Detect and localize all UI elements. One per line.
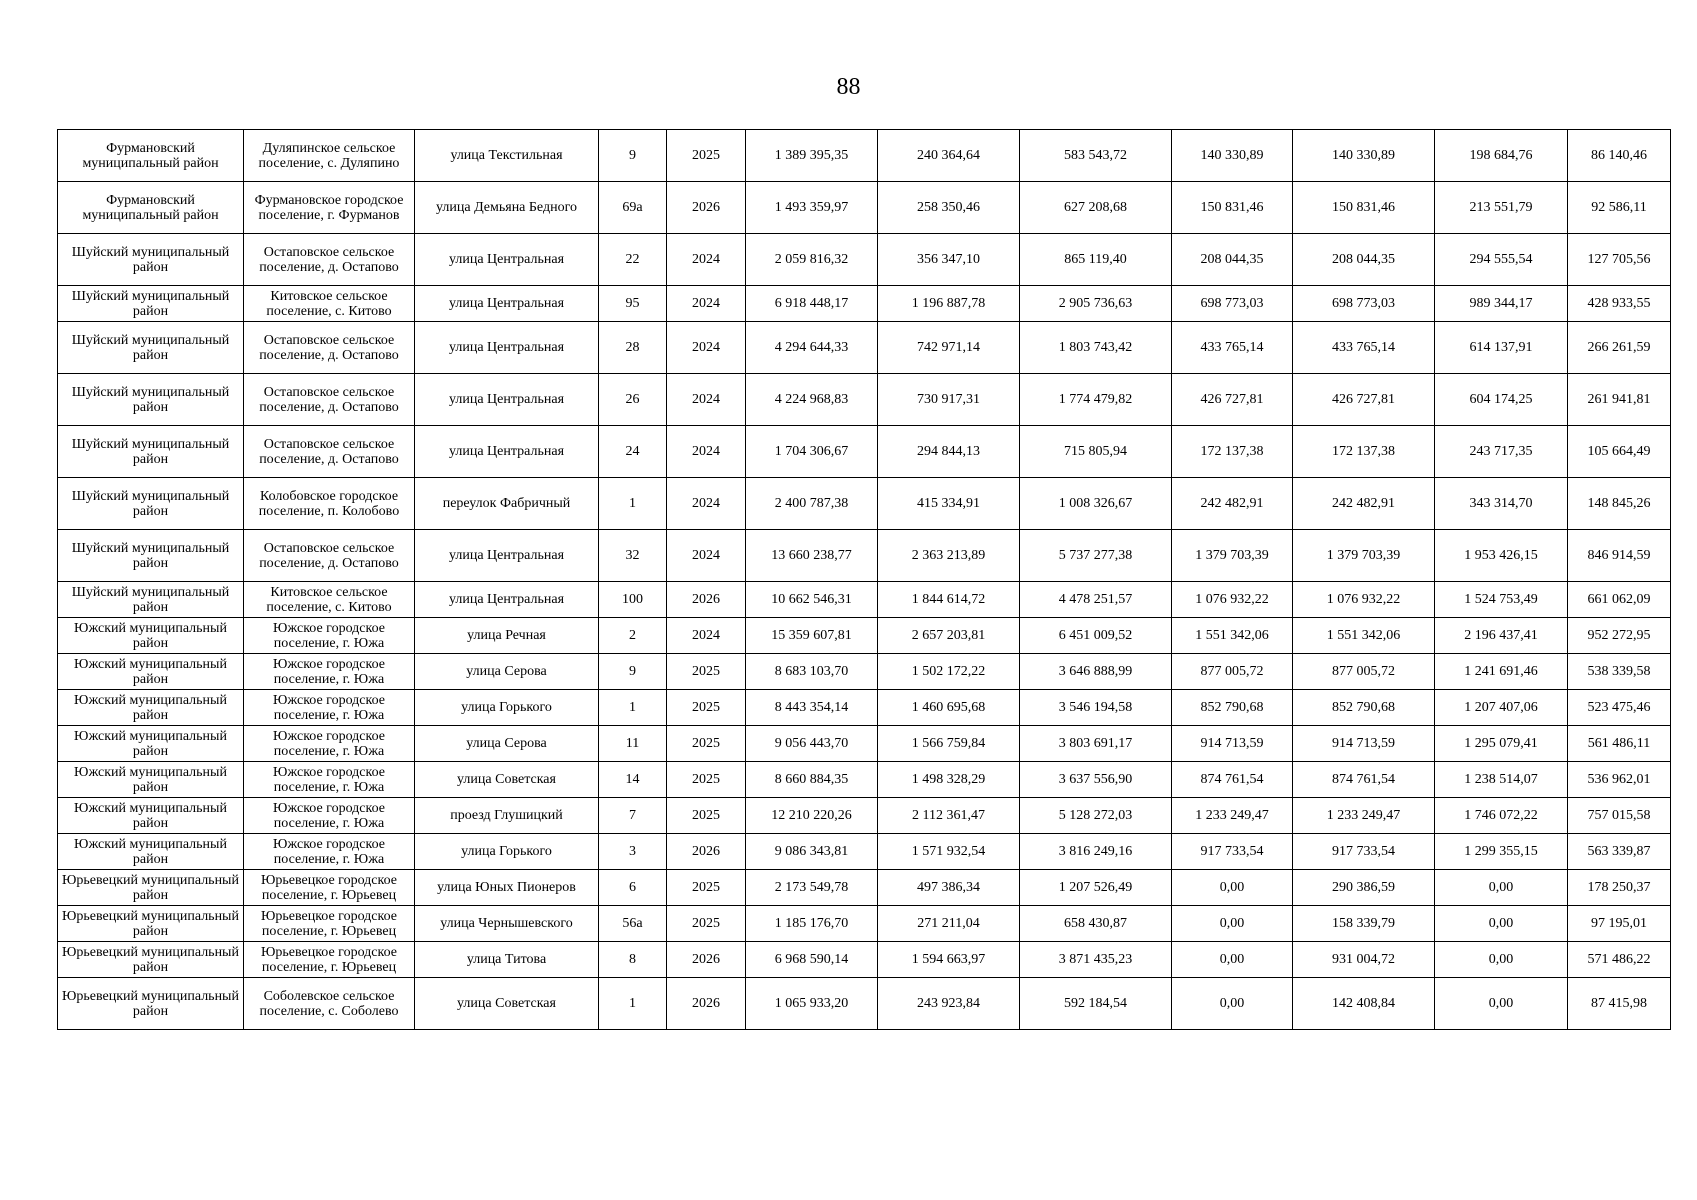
amount-cell: 426 727,81: [1172, 374, 1293, 426]
amount-cell: 8 443 354,14: [746, 690, 878, 726]
amount-cell: 914 713,59: [1172, 726, 1293, 762]
amount-cell: 2 905 736,63: [1020, 286, 1172, 322]
table-row: [58, 618, 1671, 654]
page-number: 88: [836, 74, 861, 100]
street-cell: улица Демьяна Бедного: [415, 182, 599, 234]
amount-cell: 140 330,89: [1172, 130, 1293, 182]
district-cell: Южский муниципальный район: [58, 834, 244, 870]
year-cell: 2024: [667, 374, 746, 426]
table-row: [58, 374, 1671, 426]
amount-cell: 1 196 887,78: [878, 286, 1020, 322]
district-cell: Шуйский муниципальный район: [58, 478, 244, 530]
settlement-cell: Китовское сельское поселение, с. Китово: [244, 286, 415, 322]
amount-cell: 877 005,72: [1172, 654, 1293, 690]
amount-cell: 3 803 691,17: [1020, 726, 1172, 762]
objects-table: [57, 129, 1671, 1030]
amount-cell: 917 733,54: [1172, 834, 1293, 870]
house-cell: 22: [599, 234, 667, 286]
amount-cell: 1 185 176,70: [746, 906, 878, 942]
street-cell: улица Серова: [415, 654, 599, 690]
street-cell: улица Юных Пионеров: [415, 870, 599, 906]
amount-cell: 2 657 203,81: [878, 618, 1020, 654]
house-cell: 8: [599, 942, 667, 978]
amount-cell: 715 805,94: [1020, 426, 1172, 478]
street-cell: улица Советская: [415, 978, 599, 1030]
amount-cell: 13 660 238,77: [746, 530, 878, 582]
house-cell: 11: [599, 726, 667, 762]
amount-cell: 865 119,40: [1020, 234, 1172, 286]
street-cell: улица Чернышевского: [415, 906, 599, 942]
amount-cell: 243 717,35: [1435, 426, 1568, 478]
year-cell: 2024: [667, 618, 746, 654]
settlement-cell: Южское городское поселение, г. Южа: [244, 690, 415, 726]
amount-cell: 178 250,37: [1568, 870, 1671, 906]
amount-cell: 6 451 009,52: [1020, 618, 1172, 654]
amount-cell: 1 524 753,49: [1435, 582, 1568, 618]
amount-cell: 2 400 787,38: [746, 478, 878, 530]
amount-cell: 874 761,54: [1293, 762, 1435, 798]
table-row: [58, 906, 1671, 942]
house-cell: 69а: [599, 182, 667, 234]
settlement-cell: Южское городское поселение, г. Южа: [244, 654, 415, 690]
amount-cell: 150 831,46: [1172, 182, 1293, 234]
year-cell: 2026: [667, 834, 746, 870]
amount-cell: 8 660 884,35: [746, 762, 878, 798]
amount-cell: 127 705,56: [1568, 234, 1671, 286]
amount-cell: 266 261,59: [1568, 322, 1671, 374]
district-cell: Юрьевецкий муниципальный район: [58, 942, 244, 978]
amount-cell: 415 334,91: [878, 478, 1020, 530]
amount-cell: 627 208,68: [1020, 182, 1172, 234]
district-cell: Шуйский муниципальный район: [58, 374, 244, 426]
amount-cell: 1 379 703,39: [1293, 530, 1435, 582]
amount-cell: 0,00: [1172, 906, 1293, 942]
amount-cell: 290 386,59: [1293, 870, 1435, 906]
amount-cell: 1 233 249,47: [1293, 798, 1435, 834]
street-cell: улица Серова: [415, 726, 599, 762]
amount-cell: 661 062,09: [1568, 582, 1671, 618]
amount-cell: 208 044,35: [1293, 234, 1435, 286]
table-row: [58, 762, 1671, 798]
street-cell: улица Горького: [415, 834, 599, 870]
street-cell: улица Центральная: [415, 530, 599, 582]
amount-cell: 1 076 932,22: [1293, 582, 1435, 618]
amount-cell: 356 347,10: [878, 234, 1020, 286]
amount-cell: 86 140,46: [1568, 130, 1671, 182]
year-cell: 2026: [667, 978, 746, 1030]
amount-cell: 2 112 361,47: [878, 798, 1020, 834]
amount-cell: 97 195,01: [1568, 906, 1671, 942]
amount-cell: 1 493 359,97: [746, 182, 878, 234]
amount-cell: 917 733,54: [1293, 834, 1435, 870]
amount-cell: 1 238 514,07: [1435, 762, 1568, 798]
street-cell: улица Центральная: [415, 426, 599, 478]
amount-cell: 658 430,87: [1020, 906, 1172, 942]
settlement-cell: Остаповское сельское поселение, д. Остапово: [244, 234, 415, 286]
amount-cell: 294 844,13: [878, 426, 1020, 478]
amount-cell: 742 971,14: [878, 322, 1020, 374]
table-row: [58, 286, 1671, 322]
amount-cell: 1 241 691,46: [1435, 654, 1568, 690]
year-cell: 2026: [667, 942, 746, 978]
amount-cell: 0,00: [1435, 906, 1568, 942]
table-row: [58, 322, 1671, 374]
amount-cell: 87 415,98: [1568, 978, 1671, 1030]
year-cell: 2024: [667, 478, 746, 530]
settlement-cell: Колобовское городское поселение, п. Колобово: [244, 478, 415, 530]
house-cell: 9: [599, 130, 667, 182]
district-cell: Юрьевецкий муниципальный район: [58, 906, 244, 942]
amount-cell: 6 918 448,17: [746, 286, 878, 322]
amount-cell: 198 684,76: [1435, 130, 1568, 182]
district-cell: Юрьевецкий муниципальный район: [58, 978, 244, 1030]
amount-cell: 1 379 703,39: [1172, 530, 1293, 582]
house-cell: 95: [599, 286, 667, 322]
table-row: [58, 182, 1671, 234]
amount-cell: 105 664,49: [1568, 426, 1671, 478]
year-cell: 2025: [667, 762, 746, 798]
district-cell: Южский муниципальный район: [58, 798, 244, 834]
amount-cell: 3 816 249,16: [1020, 834, 1172, 870]
amount-cell: 2 059 816,32: [746, 234, 878, 286]
table-row: [58, 978, 1671, 1030]
street-cell: улица Центральная: [415, 582, 599, 618]
house-cell: 1: [599, 978, 667, 1030]
amount-cell: 583 543,72: [1020, 130, 1172, 182]
amount-cell: 1 076 932,22: [1172, 582, 1293, 618]
amount-cell: 3 637 556,90: [1020, 762, 1172, 798]
district-cell: Шуйский муниципальный район: [58, 322, 244, 374]
street-cell: проезд Глушицкий: [415, 798, 599, 834]
amount-cell: 158 339,79: [1293, 906, 1435, 942]
amount-cell: 433 765,14: [1293, 322, 1435, 374]
amount-cell: 1 389 395,35: [746, 130, 878, 182]
settlement-cell: Южское городское поселение, г. Южа: [244, 618, 415, 654]
year-cell: 2025: [667, 726, 746, 762]
amount-cell: 1 233 249,47: [1172, 798, 1293, 834]
amount-cell: 242 482,91: [1172, 478, 1293, 530]
table-row: [58, 426, 1671, 478]
year-cell: 2024: [667, 286, 746, 322]
amount-cell: 0,00: [1435, 942, 1568, 978]
district-cell: Шуйский муниципальный район: [58, 582, 244, 618]
amount-cell: 2 173 549,78: [746, 870, 878, 906]
settlement-cell: Остаповское сельское поселение, д. Остапово: [244, 322, 415, 374]
house-cell: 56а: [599, 906, 667, 942]
amount-cell: 757 015,58: [1568, 798, 1671, 834]
amount-cell: 536 962,01: [1568, 762, 1671, 798]
table-row: [58, 690, 1671, 726]
table-row: [58, 478, 1671, 530]
amount-cell: 4 478 251,57: [1020, 582, 1172, 618]
street-cell: переулок Фабричный: [415, 478, 599, 530]
amount-cell: 150 831,46: [1293, 182, 1435, 234]
house-cell: 3: [599, 834, 667, 870]
street-cell: улица Текстильная: [415, 130, 599, 182]
amount-cell: 2 363 213,89: [878, 530, 1020, 582]
amount-cell: 1 594 663,97: [878, 942, 1020, 978]
amount-cell: 1 498 328,29: [878, 762, 1020, 798]
settlement-cell: Юрьевецкое городское поселение, г. Юрьевец: [244, 870, 415, 906]
amount-cell: 2 196 437,41: [1435, 618, 1568, 654]
house-cell: 100: [599, 582, 667, 618]
house-cell: 1: [599, 478, 667, 530]
table-row: [58, 798, 1671, 834]
settlement-cell: Дуляпинское сельское поселение, с. Дуляпино: [244, 130, 415, 182]
amount-cell: 343 314,70: [1435, 478, 1568, 530]
amount-cell: 6 968 590,14: [746, 942, 878, 978]
amount-cell: 3 646 888,99: [1020, 654, 1172, 690]
street-cell: улица Горького: [415, 690, 599, 726]
amount-cell: 0,00: [1172, 870, 1293, 906]
amount-cell: 1 551 342,06: [1293, 618, 1435, 654]
amount-cell: 213 551,79: [1435, 182, 1568, 234]
street-cell: улица Центральная: [415, 234, 599, 286]
amount-cell: 1 774 479,82: [1020, 374, 1172, 426]
amount-cell: 140 330,89: [1293, 130, 1435, 182]
amount-cell: 9 056 443,70: [746, 726, 878, 762]
settlement-cell: Юрьевецкое городское поселение, г. Юрьевец: [244, 906, 415, 942]
amount-cell: 428 933,55: [1568, 286, 1671, 322]
amount-cell: 1 566 759,84: [878, 726, 1020, 762]
year-cell: 2025: [667, 690, 746, 726]
settlement-cell: Южское городское поселение, г. Южа: [244, 762, 415, 798]
house-cell: 6: [599, 870, 667, 906]
house-cell: 2: [599, 618, 667, 654]
amount-cell: 208 044,35: [1172, 234, 1293, 286]
amount-cell: 261 941,81: [1568, 374, 1671, 426]
settlement-cell: Остаповское сельское поселение, д. Остапово: [244, 530, 415, 582]
district-cell: Южский муниципальный район: [58, 654, 244, 690]
settlement-cell: Юрьевецкое городское поселение, г. Юрьевец: [244, 942, 415, 978]
amount-cell: 4 294 644,33: [746, 322, 878, 374]
amount-cell: 1 295 079,41: [1435, 726, 1568, 762]
district-cell: Шуйский муниципальный район: [58, 286, 244, 322]
year-cell: 2025: [667, 798, 746, 834]
district-cell: Южский муниципальный район: [58, 618, 244, 654]
district-cell: Южский муниципальный район: [58, 690, 244, 726]
district-cell: Шуйский муниципальный район: [58, 234, 244, 286]
amount-cell: 12 210 220,26: [746, 798, 878, 834]
district-cell: Фурмановский муниципальный район: [58, 182, 244, 234]
amount-cell: 614 137,91: [1435, 322, 1568, 374]
amount-cell: 1 502 172,22: [878, 654, 1020, 690]
amount-cell: 271 211,04: [878, 906, 1020, 942]
amount-cell: 142 408,84: [1293, 978, 1435, 1030]
street-cell: улица Центральная: [415, 374, 599, 426]
amount-cell: 5 737 277,38: [1020, 530, 1172, 582]
settlement-cell: Китовское сельское поселение, с. Китово: [244, 582, 415, 618]
amount-cell: 1 571 932,54: [878, 834, 1020, 870]
settlement-cell: Южское городское поселение, г. Южа: [244, 726, 415, 762]
table-row: [58, 582, 1671, 618]
amount-cell: 1 704 306,67: [746, 426, 878, 478]
amount-cell: 1 953 426,15: [1435, 530, 1568, 582]
table-row: [58, 834, 1671, 870]
amount-cell: 258 350,46: [878, 182, 1020, 234]
amount-cell: 15 359 607,81: [746, 618, 878, 654]
amount-cell: 3 871 435,23: [1020, 942, 1172, 978]
amount-cell: 698 773,03: [1293, 286, 1435, 322]
district-cell: Южский муниципальный район: [58, 726, 244, 762]
year-cell: 2024: [667, 530, 746, 582]
amount-cell: 1 008 326,67: [1020, 478, 1172, 530]
table-body: [58, 130, 1671, 1030]
amount-cell: 571 486,22: [1568, 942, 1671, 978]
street-cell: улица Центральная: [415, 322, 599, 374]
settlement-cell: Соболевское сельское поселение, с. Соболево: [244, 978, 415, 1030]
table-row: [58, 654, 1671, 690]
table-row: [58, 530, 1671, 582]
amount-cell: 523 475,46: [1568, 690, 1671, 726]
amount-cell: 1 844 614,72: [878, 582, 1020, 618]
amount-cell: 5 128 272,03: [1020, 798, 1172, 834]
year-cell: 2025: [667, 130, 746, 182]
amount-cell: 1 207 526,49: [1020, 870, 1172, 906]
amount-cell: 172 137,38: [1293, 426, 1435, 478]
amount-cell: 952 272,95: [1568, 618, 1671, 654]
amount-cell: 433 765,14: [1172, 322, 1293, 374]
amount-cell: 1 299 355,15: [1435, 834, 1568, 870]
amount-cell: 0,00: [1172, 942, 1293, 978]
amount-cell: 10 662 546,31: [746, 582, 878, 618]
amount-cell: 852 790,68: [1293, 690, 1435, 726]
district-cell: Фурмановский муниципальный район: [58, 130, 244, 182]
amount-cell: 0,00: [1435, 978, 1568, 1030]
amount-cell: 172 137,38: [1172, 426, 1293, 478]
table-row: [58, 234, 1671, 286]
amount-cell: 4 224 968,83: [746, 374, 878, 426]
settlement-cell: Фурмановское городское поселение, г. Фурманов: [244, 182, 415, 234]
amount-cell: 846 914,59: [1568, 530, 1671, 582]
year-cell: 2025: [667, 654, 746, 690]
house-cell: 26: [599, 374, 667, 426]
year-cell: 2026: [667, 582, 746, 618]
amount-cell: 294 555,54: [1435, 234, 1568, 286]
amount-cell: 989 344,17: [1435, 286, 1568, 322]
amount-cell: 563 339,87: [1568, 834, 1671, 870]
amount-cell: 3 546 194,58: [1020, 690, 1172, 726]
settlement-cell: Остаповское сельское поселение, д. Остапово: [244, 426, 415, 478]
house-cell: 32: [599, 530, 667, 582]
amount-cell: 852 790,68: [1172, 690, 1293, 726]
amount-cell: 0,00: [1435, 870, 1568, 906]
amount-cell: 243 923,84: [878, 978, 1020, 1030]
amount-cell: 561 486,11: [1568, 726, 1671, 762]
amount-cell: 931 004,72: [1293, 942, 1435, 978]
amount-cell: 1 551 342,06: [1172, 618, 1293, 654]
table-row: [58, 726, 1671, 762]
amount-cell: 604 174,25: [1435, 374, 1568, 426]
house-cell: 28: [599, 322, 667, 374]
year-cell: 2024: [667, 426, 746, 478]
district-cell: Южский муниципальный район: [58, 762, 244, 798]
house-cell: 1: [599, 690, 667, 726]
table-row: [58, 870, 1671, 906]
house-cell: 14: [599, 762, 667, 798]
amount-cell: 698 773,03: [1172, 286, 1293, 322]
amount-cell: 240 364,64: [878, 130, 1020, 182]
table-row: [58, 130, 1671, 182]
amount-cell: 1 460 695,68: [878, 690, 1020, 726]
amount-cell: 1 207 407,06: [1435, 690, 1568, 726]
amount-cell: 592 184,54: [1020, 978, 1172, 1030]
year-cell: 2026: [667, 182, 746, 234]
house-cell: 9: [599, 654, 667, 690]
amount-cell: 914 713,59: [1293, 726, 1435, 762]
amount-cell: 92 586,11: [1568, 182, 1671, 234]
amount-cell: 242 482,91: [1293, 478, 1435, 530]
amount-cell: 8 683 103,70: [746, 654, 878, 690]
amount-cell: 1 065 933,20: [746, 978, 878, 1030]
amount-cell: 1 746 072,22: [1435, 798, 1568, 834]
table-row: [58, 942, 1671, 978]
settlement-cell: Остаповское сельское поселение, д. Остапово: [244, 374, 415, 426]
amount-cell: 874 761,54: [1172, 762, 1293, 798]
amount-cell: 730 917,31: [878, 374, 1020, 426]
amount-cell: 9 086 343,81: [746, 834, 878, 870]
settlement-cell: Южское городское поселение, г. Южа: [244, 798, 415, 834]
amount-cell: 0,00: [1172, 978, 1293, 1030]
year-cell: 2025: [667, 870, 746, 906]
amount-cell: 538 339,58: [1568, 654, 1671, 690]
district-cell: Юрьевецкий муниципальный район: [58, 870, 244, 906]
street-cell: улица Титова: [415, 942, 599, 978]
house-cell: 24: [599, 426, 667, 478]
year-cell: 2024: [667, 322, 746, 374]
year-cell: 2024: [667, 234, 746, 286]
house-cell: 7: [599, 798, 667, 834]
street-cell: улица Центральная: [415, 286, 599, 322]
year-cell: 2025: [667, 906, 746, 942]
street-cell: улица Речная: [415, 618, 599, 654]
amount-cell: 497 386,34: [878, 870, 1020, 906]
amount-cell: 877 005,72: [1293, 654, 1435, 690]
settlement-cell: Южское городское поселение, г. Южа: [244, 834, 415, 870]
amount-cell: 148 845,26: [1568, 478, 1671, 530]
amount-cell: 426 727,81: [1293, 374, 1435, 426]
district-cell: Шуйский муниципальный район: [58, 426, 244, 478]
street-cell: улица Советская: [415, 762, 599, 798]
district-cell: Шуйский муниципальный район: [58, 530, 244, 582]
amount-cell: 1 803 743,42: [1020, 322, 1172, 374]
